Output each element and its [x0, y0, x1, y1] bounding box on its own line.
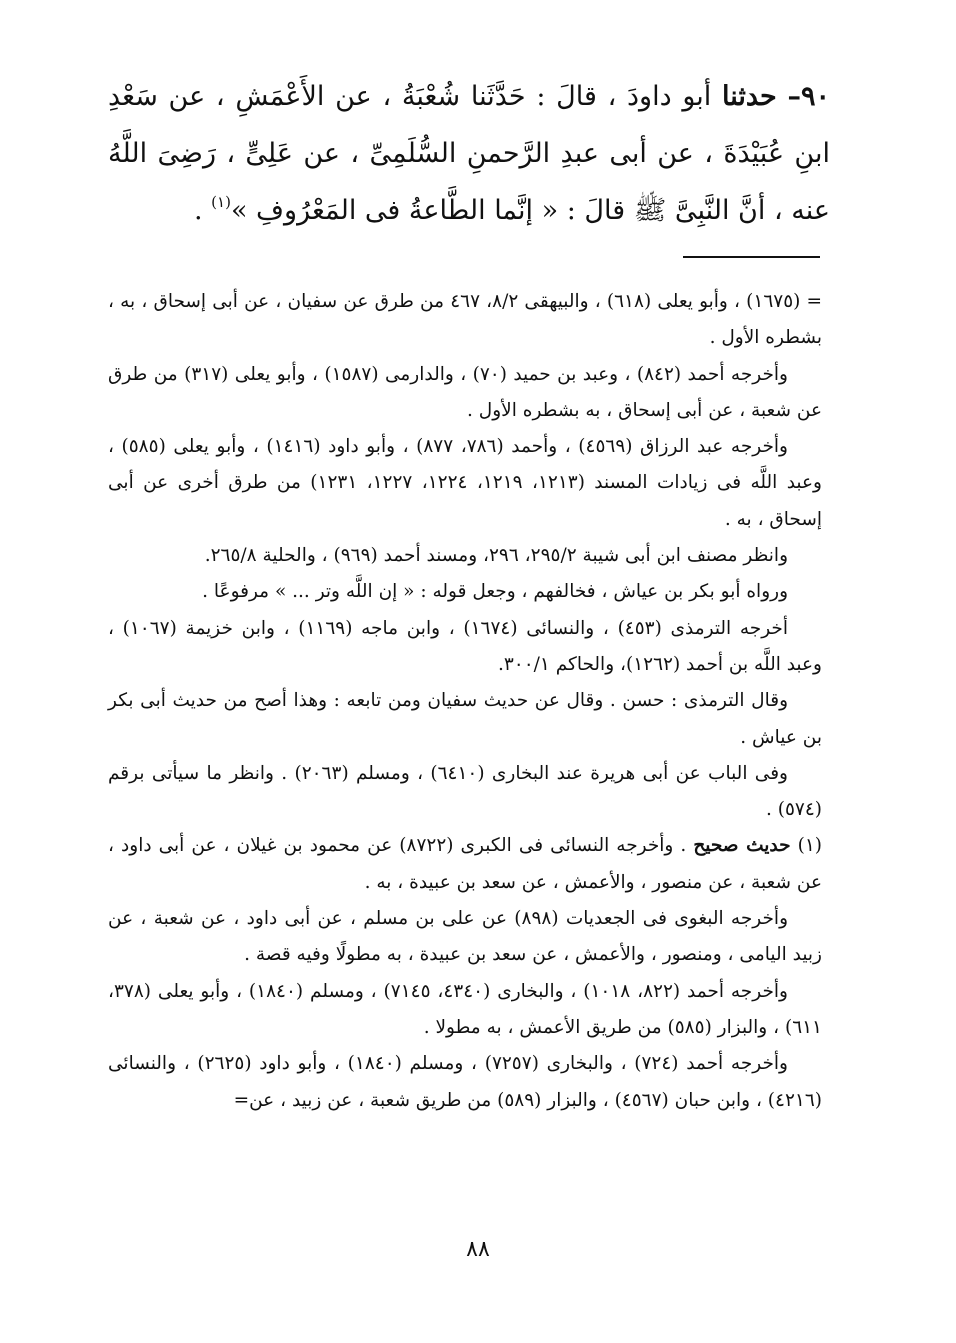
hadith-narrator-label: حدثنا	[722, 81, 777, 112]
footnotes-section	[108, 284, 822, 1119]
footnote-1-heading: حديث صحيح	[693, 835, 791, 857]
footnote-1-text: . وأخرجه النسائى فى الكبرى (٨٧٢٢) عن محمود بن غيلان ، عن أبى داود ، عن شعبة ، عن منصور ، والأعمش ، عن سعد بن عبيدة ، به .	[108, 835, 822, 893]
footnote-paragraph: = (١٦٧٥) ، وأبو يعلى (٦١٨) ، والبيهقى ٨/٢، ٤٦٧ من طرق عن سفيان ، عن أبى إسحاق ، به ، بشطره الأول .	[108, 291, 823, 349]
footnote-paragraph: وأخرجه أحمد (٧٢٤) ، والبخارى (٧٢٥٧) ، ومسلم (١٨٤٠) ، وأبو داود (٢٦٢٥) ، والنسائى (٤٢١٦) ، وابن حبان (٤٥٦٧) ، والبزار (٥٨٩) من طريق شعبة ، عن زبيد ، عن=	[108, 1053, 822, 1111]
footnote-paragraph: ورواه أبو بكر بن عياش ، فخالفهم ، وجعل قوله : « إن اللَّه وتر ... » مرفوعًا .	[202, 581, 788, 603]
footnote-1	[108, 828, 822, 901]
footnote-paragraph: وأخرجه عبد الرزاق (٤٥٦٩) ، وأحمد (٧٨٦، ٨٧٧) ، وأبو داود (١٤١٦) ، وأبو يعلى (٥٨٥) ، وعبد اللَّه فى زيادات المسند (١٢١٣، ١٢١٩، ١٢٢٤، ١٢٢٧، ١٢٣١) من طرق أخرى عن أبى إسحاق ، به .	[108, 436, 822, 530]
footnote-paragraph: وانظر مصنف ابن أبى شيبة ٢٩٥/٢، ٢٩٦، ومسند أحمد (٩٦٩) ، والحلية ٢٦٥/٨.	[204, 545, 788, 567]
footnote-paragraph: وفى الباب عن أبى هريرة عند البخارى (٦٤١٠) ، ومسلم (٢٠٦٣) . وانظر ما سيأتى برقم (٥٧٤) .	[108, 762, 822, 821]
footnote-paragraph: وقال الترمذى : حسن . وقال عن حديث سفيان ومن تابعه : وهذا أصح من حديث أبى بكر بن عياش .	[108, 690, 822, 748]
footnote-paragraph: وأخرجه البغوى فى الجعديات (٨٩٨) عن على بن مسلم ، عن أبى داود ، عن شعبة ، عن زبيد اليامى ، ومنصور ، والأعمش ، عن سعد بن عبيدة ، به مطولًا وفيه قصة .	[108, 908, 822, 966]
hadith-end-mark: .	[194, 195, 212, 226]
hadith-text	[108, 68, 830, 239]
hadith-body: أبو داودَ ، قالَ : حَدَّثَنا شُعْبَةُ ، عن الأَعْمَشِ ، عن سَعْدِ ابنِ عُبَيْدَةَ ، عن أبى عبدِ الرَّحمنِ السُّلَمِىِّ ، عن عَلِىٍّ ، رَضِىَ اللَّهُ عنه ، أنَّ النَّبِىَّ ﷺ قالَ : « إنَّما الطَّاعةُ فى المَعْرُوفِ »	[108, 81, 830, 226]
footnote-paragraph: وأخرجه أحمد (٨٢٢، ١٠١٨) ، والبخارى (٤٣٤٠، ٧١٤٥) ، ومسلم (١٨٤٠) ، وأبو يعلى (٣٧٨، ٦١١) ، والبزار (٥٨٥) من طريق الأعمش ، به مطولا .	[108, 980, 822, 1038]
footnote-separator	[683, 256, 820, 258]
page-number: ٨٨	[466, 1237, 490, 1262]
footnote-1-marker: (١)	[790, 835, 822, 857]
footnote-paragraph: وأخرجه أحمد (٨٤٢) ، وعبد بن حميد (٧٠) ، والدارمى (١٥٨٧) ، وأبو يعلى (٣١٧) من طرق عن شعبة ، عن أبى إسحاق ، به بشطره الأول .	[108, 363, 822, 421]
footnote-reference: (١)	[211, 193, 231, 211]
footnote-paragraph: أخرجه الترمذى (٤٥٣) ، والنسائى (١٦٧٤) ، وابن ماجه (١١٦٩) ، وابن خزيمة (١٠٦٧) ، وعبد اللَّه بن أحمد (١٢٦٢)، والحاكم ٣٠٠/١.	[108, 617, 822, 675]
hadith-number: ٩٠–	[787, 81, 830, 112]
